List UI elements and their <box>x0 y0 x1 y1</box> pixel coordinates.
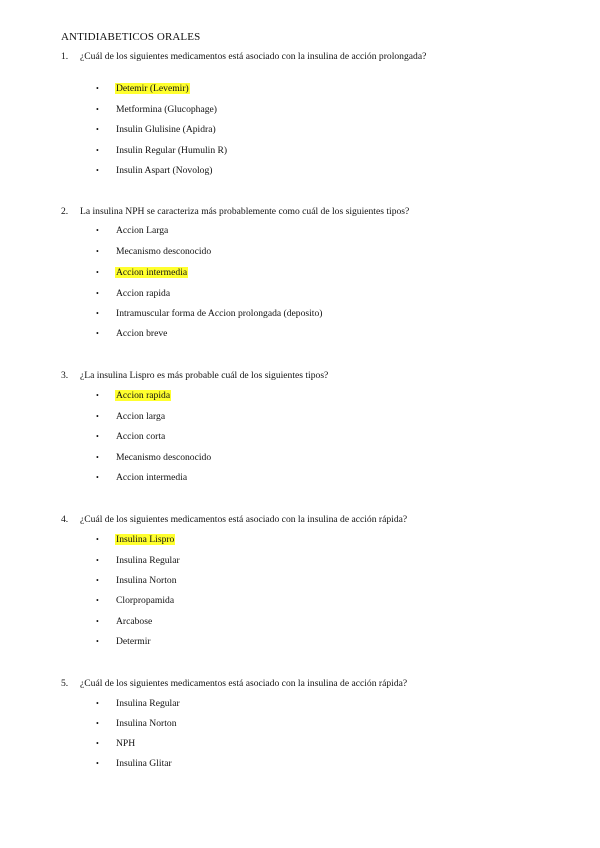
bullet-icon: • <box>96 739 99 748</box>
bullet-icon: • <box>96 268 99 277</box>
option-text: Insulin Aspart (Novolog) <box>116 165 213 176</box>
option-text: Insulina Norton <box>116 575 177 586</box>
option-text: Detemir (Levemir) <box>116 83 189 94</box>
answer-option <box>96 471 188 485</box>
answer-option-highlighted <box>96 266 188 280</box>
answer-option <box>96 123 217 137</box>
option-text: Insulina Glitar <box>116 758 172 769</box>
bullet-icon: • <box>96 759 99 768</box>
answer-option-highlighted <box>96 389 171 403</box>
option-text: Accion rapida <box>116 288 171 299</box>
option-text: NPH <box>116 738 136 749</box>
answer-option <box>96 635 152 649</box>
answer-option <box>96 144 228 158</box>
bullet-icon: • <box>96 576 99 585</box>
option-text: Mecanismo desconocido <box>116 452 212 463</box>
option-text: Insulina Regular <box>116 555 180 566</box>
answer-option <box>96 245 212 259</box>
answer-option <box>96 757 173 771</box>
question-number: 3. <box>61 370 69 381</box>
question-number: 5. <box>61 678 69 689</box>
answer-option <box>96 554 181 568</box>
bullet-icon: • <box>96 289 99 298</box>
question-text: ¿Cuál de los siguientes medicamentos está asociado con la insulina de acción rápida? <box>80 678 408 689</box>
option-text: Determir <box>116 636 151 647</box>
bullet-icon: • <box>96 166 99 175</box>
bullet-icon: • <box>96 473 99 482</box>
answer-option <box>96 224 169 238</box>
question-number: 4. <box>61 514 69 525</box>
option-text: Accion intermedia <box>116 267 188 278</box>
question-3 <box>61 370 328 381</box>
answer-option <box>96 164 213 178</box>
option-text: Arcabose <box>116 616 153 627</box>
bullet-icon: • <box>96 535 99 544</box>
answer-option <box>96 594 175 608</box>
question-text: La insulina NPH se caracteriza más probablemente como cuál de los siguientes tipos? <box>80 206 410 217</box>
question-number: 1. <box>61 51 69 62</box>
bullet-icon: • <box>96 309 99 318</box>
document-title: ANTIDIABETICOS ORALES <box>61 31 201 43</box>
bullet-icon: • <box>96 226 99 235</box>
answer-option <box>96 697 181 711</box>
bullet-icon: • <box>96 105 99 114</box>
bullet-icon: • <box>96 596 99 605</box>
answer-option <box>96 410 166 424</box>
answer-option <box>96 717 178 731</box>
bullet-icon: • <box>96 146 99 155</box>
option-text: Insulin Glulisine (Apidra) <box>116 124 216 135</box>
bullet-icon: • <box>96 617 99 626</box>
bullet-icon: • <box>96 637 99 646</box>
bullet-icon: • <box>96 125 99 134</box>
answer-option <box>96 103 218 117</box>
question-text: ¿Cuál de los siguientes medicamentos está asociado con la insulina de acción rápida? <box>80 514 408 525</box>
option-text: Metformina (Glucophage) <box>116 104 217 115</box>
option-text: Insulin Regular (Humulin R) <box>116 145 228 156</box>
option-text: Accion Larga <box>116 225 169 236</box>
option-text: Accion rapida <box>116 390 171 401</box>
answer-option <box>96 287 171 301</box>
bullet-icon: • <box>96 556 99 565</box>
bullet-icon: • <box>96 84 99 93</box>
option-text: Accion intermedia <box>116 472 188 483</box>
bullet-icon: • <box>96 412 99 421</box>
question-4 <box>61 514 407 525</box>
bullet-icon: • <box>96 719 99 728</box>
bullet-icon: • <box>96 432 99 441</box>
question-5 <box>61 678 407 689</box>
question-number: 2. <box>61 206 69 217</box>
bullet-icon: • <box>96 453 99 462</box>
question-text: ¿Cuál de los siguientes medicamentos está asociado con la insulina de acción prolongada? <box>80 51 427 62</box>
answer-option <box>96 737 136 751</box>
option-text: Accion larga <box>116 411 166 422</box>
bullet-icon: • <box>96 329 99 338</box>
answer-option-highlighted <box>96 533 175 547</box>
option-text: Clorpropamida <box>116 595 175 606</box>
option-text: Insulina Norton <box>116 718 177 729</box>
bullet-icon: • <box>96 247 99 256</box>
answer-option <box>96 307 323 321</box>
question-2 <box>61 206 409 217</box>
question-text: ¿La insulina Lispro es más probable cuál de los siguientes tipos? <box>80 370 329 381</box>
question-1 <box>61 51 426 62</box>
answer-option <box>96 451 212 465</box>
answer-option-highlighted <box>96 82 190 96</box>
option-text: Intramuscular forma de Accion prolongada (deposito) <box>116 308 323 319</box>
bullet-icon: • <box>96 391 99 400</box>
option-text: Mecanismo desconocido <box>116 246 212 257</box>
answer-option <box>96 327 168 341</box>
option-text: Accion breve <box>116 328 168 339</box>
option-text: Accion corta <box>116 431 166 442</box>
option-text: Insulina Regular <box>116 698 180 709</box>
answer-option <box>96 615 153 629</box>
answer-option <box>96 430 166 444</box>
option-text: Insulina Lispro <box>116 534 175 545</box>
bullet-icon: • <box>96 699 99 708</box>
answer-option <box>96 574 178 588</box>
